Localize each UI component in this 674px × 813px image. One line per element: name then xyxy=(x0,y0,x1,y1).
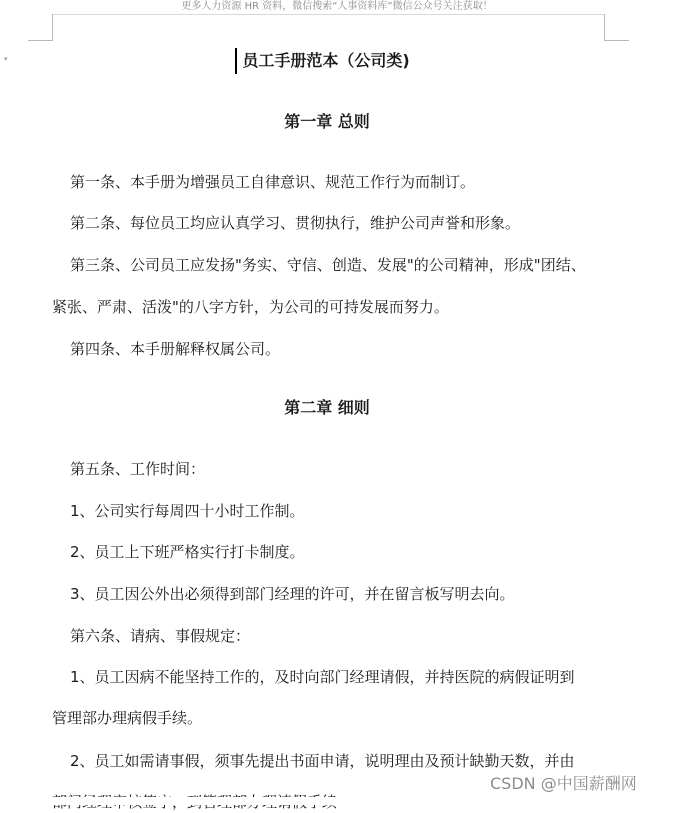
page-top-rule xyxy=(52,14,604,15)
paragraph-line: 1、公司实行每周四十小时工作制。 xyxy=(70,502,305,520)
document-title: 员工手册范本（公司类) xyxy=(242,51,410,70)
chapter-1-heading: 第一章 总则 xyxy=(284,112,370,131)
paragraph-line: 管理部办理病假手续。 xyxy=(52,709,203,727)
paragraph-line: 第四条、本手册解释权属公司。 xyxy=(70,340,281,358)
page-bottom-edge xyxy=(0,797,674,805)
watermark: CSDN @中国薪酬网 xyxy=(490,774,637,793)
margin-marker-icon: ▾ xyxy=(4,55,8,63)
header-note: 更多人力资源 HR 资料，微信搜索“人事资料库”微信公众号关注获取！ xyxy=(181,1,493,12)
paragraph-line: 2、员工如需请事假，须事先提出书面申请，说明理由及预计缺勤天数，并由 xyxy=(70,752,575,770)
chapter-2-heading: 第二章 细则 xyxy=(284,398,370,417)
paragraph-line: 第三条、公司员工应发扬"务实、守信、创造、发展"的公司精神，形成"团结、 xyxy=(70,256,586,274)
paragraph-line: 第六条、请病、事假规定： xyxy=(70,627,251,645)
paragraph-line: 3、员工因公外出必须得到部门经理的许可，并在留言板写明去向。 xyxy=(70,585,515,603)
paragraph-line: 紧张、严肃、活泼"的八字方针，为公司的可持发展而努力。 xyxy=(52,298,449,316)
paragraph-line: 第五条、工作时间： xyxy=(70,460,206,478)
paragraph-line: 第一条、本手册为增强员工自律意识、规范工作行为而制订。 xyxy=(70,173,476,191)
page-corner-top-right xyxy=(604,14,629,41)
paragraph-line: 1、员工因病不能坚持工作的，及时向部门经理请假，并持医院的病假证明到 xyxy=(70,668,575,686)
paragraph-line: 第二条、每位员工均应认真学习、贯彻执行，维护公司声誉和形象。 xyxy=(70,214,521,232)
page-corner-top-left xyxy=(28,14,53,41)
paragraph-line: 2、员工上下班严格实行打卡制度。 xyxy=(70,543,305,561)
